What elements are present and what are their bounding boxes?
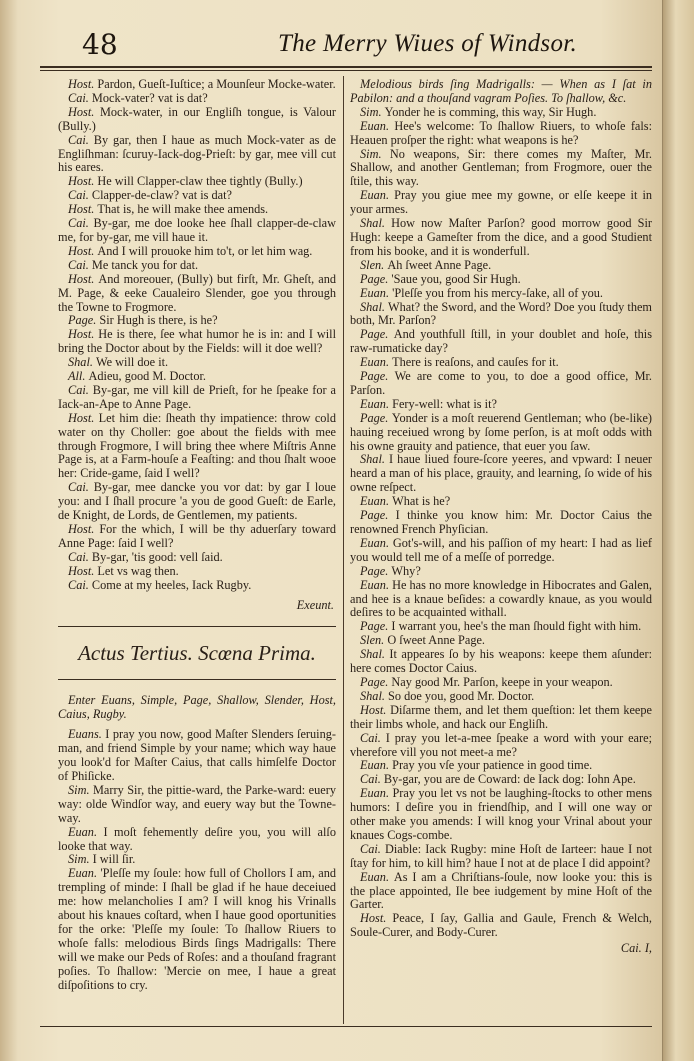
- speaker-label: Cai.: [68, 549, 92, 564]
- speaker-label: Euan.: [360, 786, 393, 801]
- catchword: Cai. I,: [620, 941, 652, 956]
- speech: [58, 412, 336, 482]
- speech: [350, 676, 652, 690]
- speaker-label: Page.: [360, 674, 392, 689]
- speech: [350, 509, 652, 537]
- speech: [350, 370, 652, 398]
- speaker-label: Euan.: [360, 758, 393, 773]
- speech-text: Pray you giue mee my gowne, or elſe keepe it in your armes.: [350, 188, 653, 217]
- speech-text: Yonder he is comming, this way, Sir Hugh.: [384, 104, 597, 119]
- speech: [350, 732, 652, 760]
- speaker-label: All.: [68, 369, 89, 384]
- speech: [58, 370, 336, 384]
- page-header: [40, 22, 652, 68]
- speech: [350, 648, 652, 676]
- speech: [350, 579, 652, 621]
- speech-text: And moreouer, (Bully) but firſt, Mr. Gheſt, and M. Page, & eeke Caualeiro Slender, goe you through the Towne to Frogmore.: [58, 271, 336, 314]
- left-column-speeches: [58, 78, 336, 593]
- speech: [58, 853, 336, 867]
- speaker-label: Sim.: [360, 104, 385, 119]
- speaker-label: Shal.: [360, 647, 390, 662]
- speaker-label: Page.: [360, 619, 392, 634]
- speech: [350, 106, 652, 120]
- speaker-label: Euan.: [360, 869, 394, 884]
- speech: [350, 871, 652, 913]
- speech: [58, 134, 336, 176]
- speech: [350, 690, 652, 704]
- speaker-label: Euan.: [360, 355, 393, 370]
- speech-text: I warrant you, hee's the man ſhould fight with him.: [391, 619, 642, 634]
- stage-direction: Enter Euans, Simple, Page, Shallow, Slender, Host, Caius, Rugby.: [58, 693, 336, 722]
- speech-text: Mock-vater? vat is dat?: [91, 90, 208, 105]
- speech: [58, 565, 336, 579]
- speech-text: He is there, ſee what humor he is in: and I will bring the Doctor about by the Fields: will it doe well?: [58, 327, 336, 356]
- speech-text: Nay good Mr. Parſon, keepe in your weapon.: [391, 674, 613, 689]
- speech: [350, 259, 652, 273]
- speech: [350, 912, 652, 940]
- speech: [350, 787, 652, 843]
- speaker-label: Slen.: [360, 633, 388, 648]
- speaker-label: Host.: [68, 327, 99, 342]
- speech: [58, 78, 336, 92]
- speech-text: Pray you vſe your patience in good time.: [392, 758, 593, 773]
- speaker-label: Cai.: [68, 188, 92, 203]
- speech: [58, 189, 336, 203]
- speaker-label: Cai.: [68, 257, 92, 272]
- speaker-label: Euan.: [360, 577, 393, 592]
- speech: [350, 773, 652, 787]
- running-title: The Merry Wiues of Windsor.: [278, 30, 578, 57]
- speech: [58, 579, 336, 593]
- speaker-label: Cai.: [68, 480, 94, 495]
- speaker-label: Host.: [68, 563, 98, 578]
- speech-text: I pray you now, good Maſter Slenders ſeruing-man, and friend Simple by your name; which way haue you look'd for Maſter Caius, that calls himſelfe Doctor of Phiſicke.: [58, 727, 336, 783]
- speaker-label: Euan.: [360, 285, 393, 300]
- speaker-label: Cai.: [68, 577, 92, 592]
- speaker-label: Cai.: [360, 841, 385, 856]
- speech: [350, 356, 652, 370]
- speech: [350, 78, 652, 106]
- speech: [350, 412, 652, 454]
- speech: [58, 314, 336, 328]
- speech: [58, 328, 336, 356]
- speech-text: By-gar, 'tis good: vell ſaid.: [91, 549, 223, 564]
- speech: [58, 523, 336, 551]
- speaker-label: Page.: [360, 508, 396, 523]
- speech-text: Pardon, Gueſt-Iuſtice; a Mounſeur Mocke-water.: [97, 77, 336, 91]
- speaker-label: Cai.: [360, 772, 384, 787]
- speech-text: He has no more knowledge in Hibocrates and Galen, and hee is a knaue beſides: a cowardly knaue, as you would deſires to be acquainted withall.: [350, 577, 652, 620]
- speaker-label: Host.: [68, 410, 99, 425]
- speech-text: By gar, then I haue as much Mock-vater as de Engliſhman: ſcuruy-Iack-dog-Prieſt: by gar, mee vill cut his eares.: [58, 132, 336, 175]
- speech: [350, 565, 652, 579]
- speaker-label: Host.: [68, 522, 100, 536]
- speech-text: I pray you let-a-mee ſpeake a word with your eare; vherefore vill you not meet-a me?: [350, 730, 652, 759]
- speech-text: Peace, I ſay, Gallia and Gaule, French & Welch, Soule-Curer, and Body-Curer.: [350, 911, 652, 940]
- left-column: [58, 78, 336, 992]
- speech: [350, 217, 652, 259]
- speech: [350, 120, 652, 148]
- column-divider: [343, 76, 344, 1024]
- speech: [350, 759, 652, 773]
- speech: [58, 867, 336, 992]
- speaker-label: Euan.: [360, 118, 395, 133]
- speech: [350, 495, 652, 509]
- speaker-label: Euan.: [360, 535, 393, 550]
- speech-text: For the which, I will be thy aduerſary toward Anne Page: ſaid I well?: [58, 522, 336, 550]
- speech: [58, 106, 336, 134]
- speech: [350, 287, 652, 301]
- speaker-label: Euans.: [68, 727, 106, 742]
- act-rule-top: [58, 626, 336, 627]
- speech: [350, 634, 652, 648]
- speech-text: Hee's welcome: To ſhallow Riuers, to whoſe fals: Heauen proſper the right: what weapons is he?: [350, 118, 652, 147]
- footer-rule: [40, 1026, 652, 1027]
- exit-direction: Exeunt.: [296, 597, 334, 612]
- speaker-label: Sim.: [360, 146, 390, 161]
- speech: [58, 551, 336, 565]
- speech: [58, 826, 336, 854]
- speaker-label: Shal.: [68, 355, 97, 370]
- speaker-label: Host.: [68, 271, 99, 286]
- speaker-label: Cai.: [68, 382, 93, 397]
- speech-text: Pray you let vs not be laughing-ſtocks to other mens humors: I deſire you in friendſhip, and I will one way or other make you amends: I will knog your Vrinal about your knaues Cogs-combe.: [350, 786, 652, 842]
- speaker-label: Euan.: [360, 188, 395, 203]
- speech: [350, 537, 652, 565]
- speech-text: 'Pleſſe my ſoule: how full of Chollors I am, and trempling of minde: I ſhall be glad if he haue deceiued me: how melancholies I am? I will knog his Vrinalls about his knaues coſtard, when I haue good oportunities for the orke: 'Pleſſe my ſoule: To ſhallow Riuers to whoſe falls: melodious Birds ſings Madrigalls: There will we make our Peds of Roſes: and a thouſand fragrant poſies. To ſhallow: 'Mercie on mee, I haue a great diſpoſitions to cry.: [58, 866, 336, 992]
- speech-text: 'Saue you, good Sir Hugh.: [391, 271, 521, 286]
- right-column-speeches: [350, 78, 652, 940]
- speech-text: What is he?: [392, 494, 451, 509]
- speech: [58, 273, 336, 315]
- speaker-label: Sim.: [68, 782, 93, 797]
- page-number: 48: [82, 28, 118, 61]
- right-column: [350, 78, 652, 956]
- speech: [350, 273, 652, 287]
- speech: [58, 784, 336, 826]
- speaker-label: Host.: [360, 702, 391, 717]
- speaker-label: Cai.: [360, 730, 386, 745]
- speech-text: Got's-will, and his paſſion of my heart: I had as lief you would tell me of a meſſe of porredge.: [350, 535, 652, 564]
- speaker-label: Cai.: [68, 132, 94, 147]
- speech-text: Diſarme them, and let them queſtion: let them keepe their limbs whole, and hack our Engliſh.: [350, 702, 652, 731]
- speech-text: By-gar, you are de Coward: de Iack dog: Iohn Ape.: [383, 772, 636, 787]
- speech: [58, 384, 336, 412]
- speaker-label: Host.: [68, 104, 100, 119]
- speaker-label: Shal.: [360, 299, 389, 314]
- speech-text: I thinke you know him: Mr. Doctor Caius the renowned French Phyſician.: [350, 508, 652, 536]
- speech-text: Me tanck you for dat.: [91, 257, 199, 272]
- adjacent-page-edge: [662, 0, 694, 1061]
- speaker-label: Page.: [360, 327, 394, 342]
- speech: [58, 217, 336, 245]
- header-rule-thin: [40, 70, 652, 71]
- speaker-label: Host.: [360, 911, 393, 926]
- speaker-label: Page.: [68, 313, 100, 328]
- speech-text: Yonder is a moſt reuerend Gentleman; who (be-like) hauing receiued wrong by ſome perſon, is at moſt odds with his owne grauity and patience, that euer you ſaw.: [350, 410, 652, 453]
- speech: [350, 328, 652, 356]
- speaker-label: Shal.: [360, 452, 390, 467]
- speech-text: And I will prouoke him to't, or let him wag.: [97, 243, 313, 258]
- speech-text: By-gar, me vill kill de Prieſt, for he ſpeake for a Iack-an-Ape to Anne Page.: [58, 382, 336, 411]
- speaker-label: Host.: [68, 174, 98, 189]
- speech: [350, 189, 652, 217]
- speech-text: O ſweet Anne Page.: [387, 633, 485, 648]
- speech-text: So doe you, good Mr. Doctor.: [388, 688, 535, 703]
- speech-text: Clapper-de-claw? vat is dat?: [91, 188, 232, 203]
- speech-text: 'Pleſſe you from his mercy-ſake, all of you.: [392, 285, 603, 300]
- speech-text: Adieu, good M. Doctor.: [88, 369, 206, 384]
- speech: [58, 175, 336, 189]
- speech-text: Diable: Iack Rugby: mine Hoſt de Iarteer: haue I not ſtay for him, to kill him? haue I not at de place I did appoint?: [350, 841, 652, 870]
- left-column-speeches-act3: [58, 728, 336, 992]
- speaker-label: Host.: [68, 77, 98, 91]
- speaker-label: Shal.: [360, 688, 389, 703]
- speech-text: Melodious birds ſing Madrigalls: — When as I ſat in Pabilon: and a thouſand vagram Poſies. To ſhallow, &c.: [350, 77, 652, 105]
- speech-text: By-gar, mee dancke you vor dat: by gar I loue you: and I ſhall procure 'a you de good Gueſt: de Earle, de Knight, de Lords, de Gentlemen, my patients.: [58, 480, 336, 523]
- speaker-label: Host.: [68, 243, 98, 258]
- speech: [58, 356, 336, 370]
- speech-text: Let him die: ſheath thy impatience: throw cold water on thy Choller: goe about the fields with mee through Frogmore, I will bring thee where Miſtris Anne Page is, at a Farm-houſe a Feaſting: and thou ſhalt wooe her: Cride-game, ſaid I well?: [58, 410, 336, 481]
- speech-text: Sir Hugh is there, is he?: [99, 313, 218, 328]
- speaker-label: Sim.: [68, 852, 93, 867]
- speech-text: By-gar, me doe looke hee ſhall clapper-de-claw me, for by-gar, me vill haue it.: [58, 216, 336, 244]
- speech: [58, 92, 336, 106]
- speaker-label: Page.: [360, 410, 392, 425]
- speech-text: And youthfull ſtill, in your doublet and hoſe, this raw-rumaticke day?: [350, 327, 652, 356]
- speech: [58, 259, 336, 273]
- speech-text: We will doe it.: [96, 355, 169, 370]
- speaker-label: Page.: [360, 271, 392, 286]
- speech: [58, 728, 336, 784]
- speaker-label: Cai.: [68, 216, 94, 231]
- act-rule-bottom: [58, 679, 336, 680]
- speech: [58, 245, 336, 259]
- speech-text: What? the Sword, and the Word? Doe you ſtudy them both, Mr. Parſon?: [350, 299, 652, 328]
- speech-text: As I am a Chriſtians-ſoule, now looke you: this is the place appointed, Ile bee iudgement by mine Hoſt of the Garter.: [350, 869, 653, 912]
- speech-text: We are come to you, to doe a good office, Mr. Parſon.: [350, 369, 652, 397]
- speech: [350, 620, 652, 634]
- speech-text: That is, he will make thee amends.: [97, 202, 269, 217]
- speaker-label: Euan.: [360, 494, 393, 509]
- speaker-label: Euan.: [360, 396, 393, 411]
- speech: [350, 704, 652, 732]
- speech: [350, 148, 652, 190]
- speech-text: Come at my heeles, Iack Rugby.: [91, 577, 252, 592]
- speaker-label: Host.: [68, 202, 98, 217]
- speech-text: I moſt fehemently deſire you, you will alſo looke that way.: [58, 824, 336, 853]
- speech-text: I haue liued foure-ſcore yeeres, and vpward: I neuer heard a man of his place, grauity, and learning, ſo wide of his owne reſpect.: [350, 452, 652, 495]
- speech: [350, 453, 652, 495]
- speaker-label: Euan.: [68, 866, 101, 881]
- speech-text: I will ſir.: [92, 852, 136, 867]
- speaker-label: Cai.: [68, 90, 92, 105]
- speech-text: Marry Sir, the pittie-ward, the Parke-ward: euery way: olde Windſor way, and euery way but the Towne-way.: [58, 782, 336, 825]
- speech-text: No weapons, Sir: there comes my Maſter, Mr. Shallow, and another Gentleman; from Frogmore, ouer the ſtile, this way.: [350, 146, 652, 189]
- header-rule: [40, 66, 652, 68]
- speech: [350, 301, 652, 329]
- speech: [58, 481, 336, 523]
- act-title: Actus Tertius. Scœna Prima.: [78, 641, 316, 666]
- speaker-label: Euan.: [68, 824, 104, 839]
- speech-text: He will Clapper-claw thee tightly (Bully.): [97, 174, 303, 189]
- speech: [350, 843, 652, 871]
- speaker-label: Slen.: [360, 257, 388, 272]
- speech-text: Why?: [391, 563, 421, 578]
- speech: [350, 398, 652, 412]
- speech-text: How now Maſter Parſon? good morrow good Sir Hugh: keepe a Gameſter from the dice, and a good Studient from his booke, and it is wonderfull.: [350, 216, 653, 258]
- speaker-label: Page.: [360, 369, 395, 384]
- speech-text: There is reaſons, and cauſes for it.: [392, 355, 559, 370]
- speech-text: Mock-water, in our Engliſh tongue, is Valour (Bully.): [58, 104, 336, 133]
- speech-text: It appeares ſo by his weapons: keepe them aſunder: here comes Doctor Caius.: [350, 647, 652, 676]
- speech: [58, 203, 336, 217]
- speaker-label: Shal.: [360, 216, 392, 231]
- speech-text: Fery-well: what is it?: [392, 396, 497, 411]
- speech-text: Let vs wag then.: [97, 563, 179, 578]
- speaker-label: Page.: [360, 563, 392, 578]
- speech-text: Ah ſweet Anne Page.: [387, 257, 492, 272]
